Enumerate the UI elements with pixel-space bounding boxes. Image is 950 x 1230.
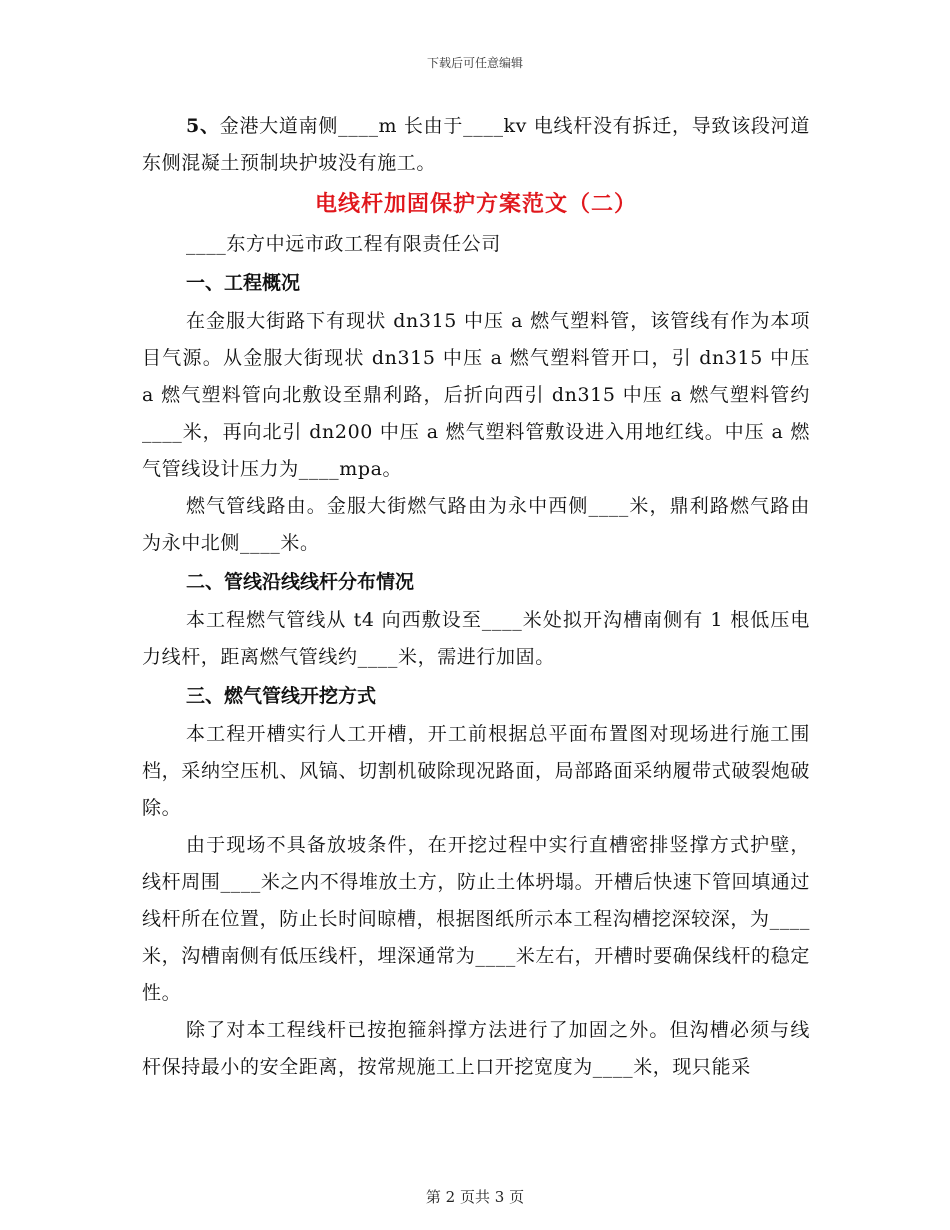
page-header: 下载后可任意编辑 (426, 56, 523, 70)
document-body (142, 108, 810, 1086)
intro-text: 金港大道南侧____m 长由于____kv 电线杆没有拆迁，导致该段河道东侧混凝土预制块护坡没有施工。 (142, 115, 810, 174)
item-number: 5、 (186, 115, 220, 137)
heading-1: 一、工程概况 (186, 272, 301, 294)
paragraph-1: 在金服大街路下有现状 dn315 中压 a 燃气塑料管，该管线有作为本项目气源。从金服大街现状 dn315 中压 a 燃气塑料管开口，引 dn315 中压 a 燃气塑料管向北敷设至鼎利路，后折向西引 dn315 中压 a 燃气塑料管约____米，再向北引 dn200 中压 a 燃气塑料管敷设进入用地红线。中压 a 燃气管线设计压力为____mpa。 (142, 310, 810, 480)
paragraph-intro (142, 108, 810, 182)
paragraph-6: 除了对本工程线杆已按抱箍斜撑方法进行了加固之外。但沟槽必须与线杆保持最小的安全距离，按常规施工上口开挖宽度为____米，现只能采 (142, 1019, 810, 1078)
paragraph-2: 燃气管线路由。金服大街燃气路由为永中西侧____米，鼎利路燃气路由为永中北侧____米。 (142, 495, 810, 554)
paragraph-4: 本工程开槽实行人工开槽，开工前根据总平面布置图对现场进行施工围档，采纳空压机、风镐、切割机破除现况路面，局部路面采纳履带式破裂炮破除。 (142, 723, 810, 819)
company-line: ____东方中远市政工程有限责任公司 (186, 233, 501, 255)
heading-3: 三、燃气管线开挖方式 (186, 685, 377, 707)
paragraph-5: 由于现场不具备放坡条件，在开挖过程中实行直槽密排竖撑方式护壁，线杆周围____米之内不得堆放土方，防止土体坍塌。开槽后快速下管回填通过线杆所在位置，防止长时间晾槽，根据图纸所示本工程沟槽挖深较深，为____米，沟槽南侧有低压线杆，埋深通常为____米左右，开槽时要确保线杆的稳定性。 (142, 834, 810, 1004)
page-footer: 第 2 页共 3 页 (425, 1188, 525, 1206)
section-title: 电线杆加固保护方案范文（二） (314, 191, 637, 217)
paragraph-3: 本工程燃气管线从 t4 向西敷设至____米处拟开沟槽南侧有 1 根低压电力线杆，距离燃气管线约____米，需进行加固。 (142, 609, 810, 668)
heading-2: 二、管线沿线线杆分布情况 (186, 571, 415, 593)
